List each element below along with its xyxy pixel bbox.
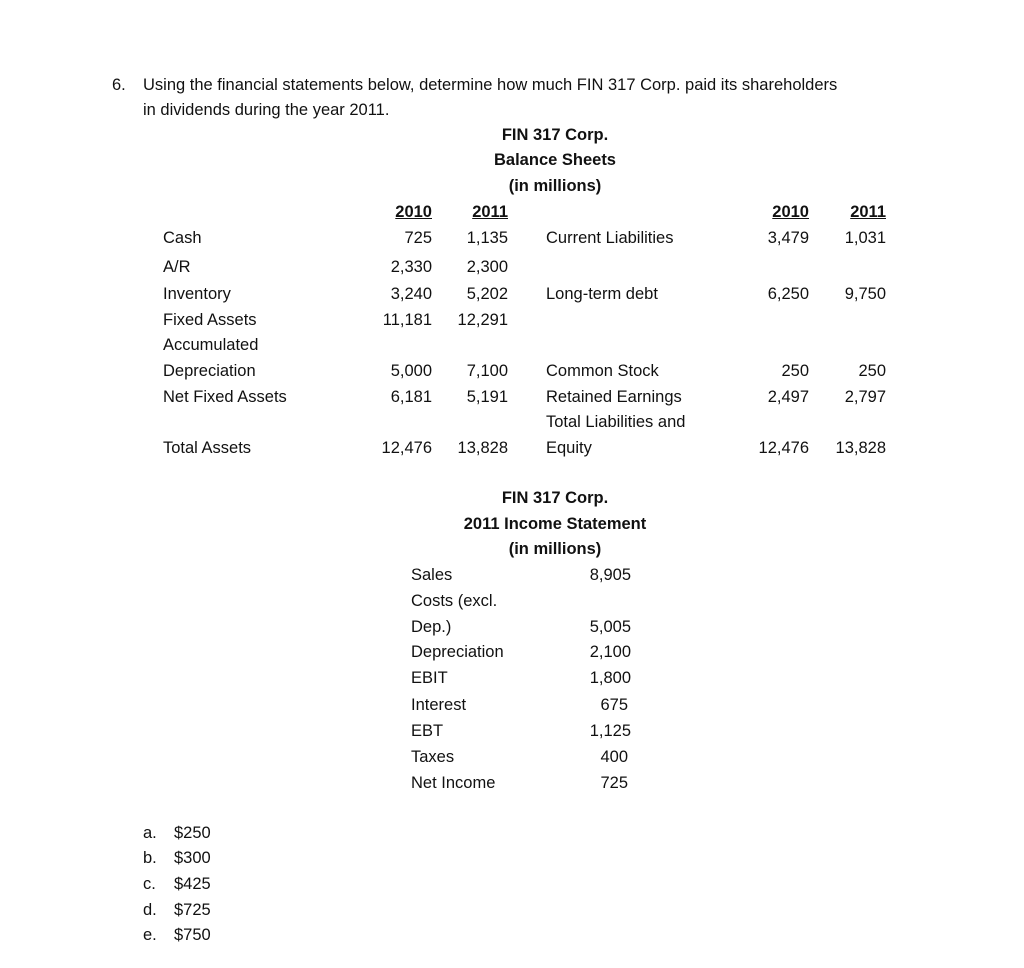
- asset-value-2010: 12,476: [381, 439, 432, 457]
- liability-value-2011: 250: [858, 362, 886, 380]
- asset-value-2011: 5,202: [466, 285, 508, 303]
- income-label: Interest: [411, 696, 467, 714]
- answer-text: $300: [174, 849, 211, 867]
- answer-text: $250: [174, 824, 211, 842]
- balance-sheet-company: FIN 317 Corp.: [501, 126, 609, 144]
- liability-label: Retained Earnings: [546, 388, 682, 406]
- asset-value-2010: 6,181: [390, 388, 432, 406]
- asset-label: A/R: [163, 258, 191, 276]
- asset-label-cont: Depreciation: [163, 362, 256, 380]
- asset-label: Fixed Assets: [163, 311, 257, 329]
- liability-value-2011: 2,797: [844, 388, 886, 406]
- income-value: 1,125: [589, 722, 631, 740]
- income-label: Costs (excl.: [411, 592, 498, 610]
- question-text-line2: in dividends during the year 2011.: [143, 101, 390, 119]
- liability-value-2010: 3,479: [767, 229, 809, 247]
- asset-label: Inventory: [163, 285, 231, 303]
- liability-label-cont: Equity: [546, 439, 592, 457]
- asset-value-2010: 5,000: [390, 362, 432, 380]
- liability-label: Total Liabilities and: [546, 413, 686, 431]
- liability-value-2011: 13,828: [835, 439, 886, 457]
- income-units: (in millions): [508, 540, 602, 558]
- income-label: EBT: [411, 722, 444, 740]
- answer-letter: e.: [143, 926, 157, 944]
- income-label: EBIT: [411, 669, 448, 687]
- asset-value-2010: 725: [404, 229, 432, 247]
- asset-value-2011: 2,300: [466, 258, 508, 276]
- answer-letter: c.: [143, 875, 156, 893]
- asset-value-2010: 11,181: [382, 311, 432, 329]
- balance-sheet-units: (in millions): [508, 177, 602, 195]
- liability-value-2010: 2,497: [767, 388, 809, 406]
- asset-value-2011: 13,828: [457, 439, 508, 457]
- asset-label: Accumulated: [163, 336, 259, 354]
- income-value: 1,800: [589, 669, 631, 687]
- asset-value-2011: 1,135: [466, 229, 508, 247]
- income-company: FIN 317 Corp.: [501, 489, 609, 507]
- liab-year-2010-header: 2010: [772, 203, 809, 221]
- income-title: 2011 Income Statement: [463, 515, 647, 533]
- assets-year-2011-header: 2011: [472, 203, 508, 221]
- asset-label: Total Assets: [163, 439, 252, 457]
- liability-value-2010: 12,476: [758, 439, 809, 457]
- assets-year-2010-header: 2010: [395, 203, 432, 221]
- income-value: 400: [600, 748, 628, 766]
- asset-value-2010: 3,240: [390, 285, 432, 303]
- income-label: Sales: [411, 566, 453, 584]
- asset-label: Net Fixed Assets: [163, 388, 287, 406]
- liability-label: Current Liabilities: [546, 229, 674, 247]
- balance-sheet-title: Balance Sheets: [494, 151, 616, 169]
- asset-value-2010: 2,330: [390, 258, 432, 276]
- income-label: Depreciation: [411, 643, 504, 661]
- liab-year-2011-header: 2011: [850, 203, 886, 221]
- income-label: Taxes: [411, 748, 455, 766]
- answer-letter: d.: [143, 901, 157, 919]
- answer-text: $725: [174, 901, 211, 919]
- income-label: Net Income: [411, 774, 496, 792]
- liability-label: Long-term debt: [546, 285, 658, 303]
- answer-text: $425: [174, 875, 211, 893]
- answer-text: $750: [174, 926, 211, 944]
- income-value: 725: [600, 774, 628, 792]
- asset-value-2011: 12,291: [457, 311, 508, 329]
- income-value: 8,905: [589, 566, 631, 584]
- liability-label: Common Stock: [546, 362, 659, 380]
- liability-value-2010: 6,250: [767, 285, 809, 303]
- liability-value-2011: 1,031: [844, 229, 886, 247]
- liability-value-2011: 9,750: [844, 285, 886, 303]
- asset-value-2011: 7,100: [466, 362, 508, 380]
- answer-letter: b.: [143, 849, 157, 867]
- income-label-cont: Dep.): [411, 618, 452, 636]
- answer-letter: a.: [143, 824, 157, 842]
- income-value: 5,005: [589, 618, 631, 636]
- income-value: 675: [600, 696, 628, 714]
- asset-label: Cash: [163, 229, 202, 247]
- income-value: 2,100: [589, 643, 631, 661]
- question-text-line1: Using the financial statements below, determine how much FIN 317 Corp. paid its shareholders: [143, 76, 838, 94]
- asset-value-2011: 5,191: [466, 388, 508, 406]
- liability-value-2010: 250: [781, 362, 809, 380]
- question-number: 6.: [112, 76, 126, 94]
